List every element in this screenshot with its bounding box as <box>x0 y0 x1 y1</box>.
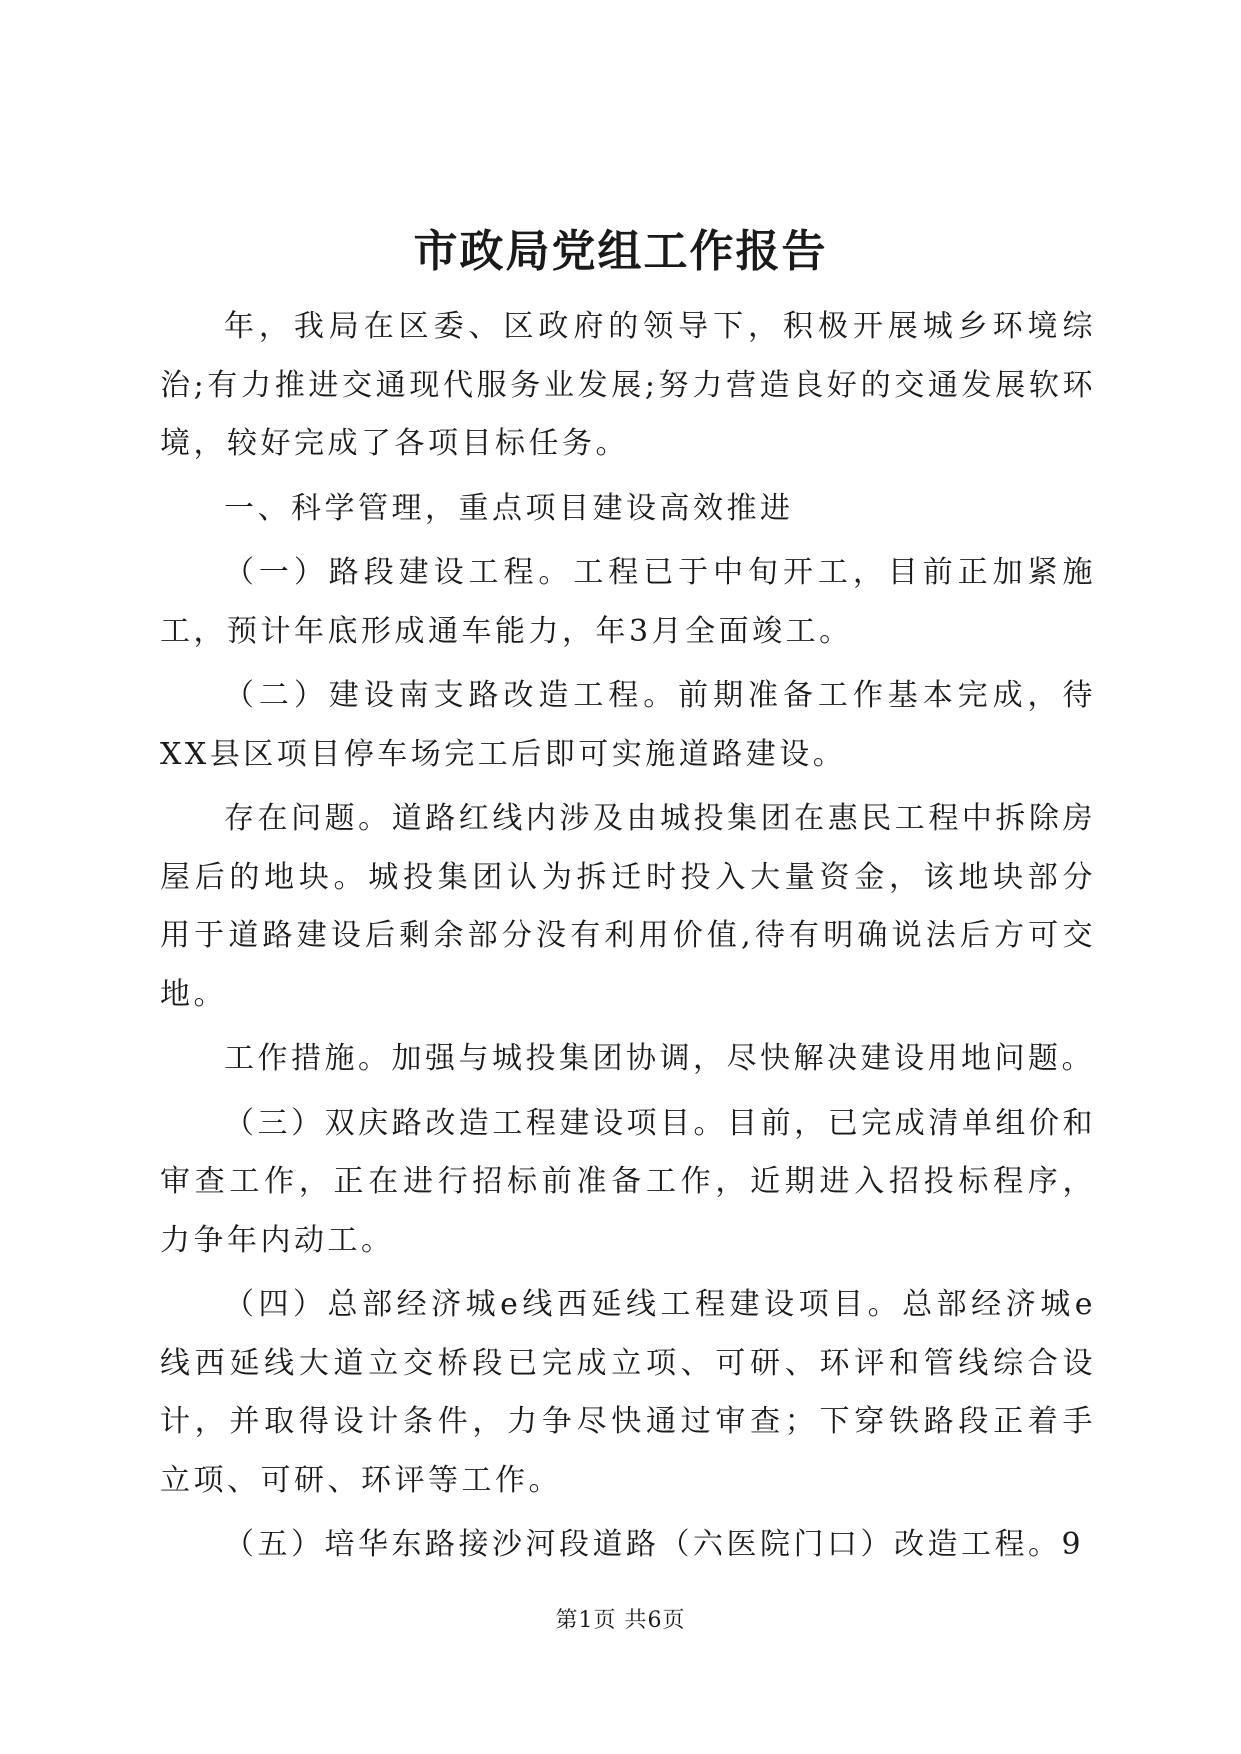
paragraph-item-3: （三）双庆路改造工程建设项目。目前，已完成清单组价和审查工作，正在进行招标前准备工作，近期进入招投标程序，力争年内动工。 <box>160 1105 1096 1258</box>
paragraph-item-1: （一）路段建设工程。工程已于中旬开工，目前正加紧施工，预计年底形成通车能力，年3月全面竣工。 <box>160 555 1096 649</box>
paragraph-problems: 存在问题。道路红线内涉及由城投集团在惠民工程中拆除房屋后的地块。城投集团认为拆迁时投入大量资金，该地块部分用于道路建设后剩余部分没有利用价值,待有明确说法后方可交地。 <box>160 801 1096 1012</box>
document-title: 市政局党组工作报告 <box>413 226 828 277</box>
section-heading-1: 一、科学管理，重点项目建设高效推进 <box>224 490 794 526</box>
paragraph-item-4: （四）总部经济城e线西延线工程建设项目。总部经济城e线西延线大道立交桥段已完成立项、可研、环评和管线综合设计，并取得设计条件，力争尽快通过审查；下穿铁路段正着手立项、可研、环评等工作。 <box>160 1287 1096 1498</box>
paragraph-item-5: （五）培华东路接沙河段道路（六医院门口）改造工程。9 <box>224 1527 1085 1562</box>
paragraph-measures: 工作措施。加强与城投集团协调，尽快解决建设用地问题。 <box>224 1041 1095 1076</box>
document-body <box>160 298 1096 1575</box>
paragraph-item-2: （二）建设南支路改造工程。前期准备工作基本完成，待XX县区项目停车场完工后即可实施道路建设。 <box>160 678 1096 772</box>
page-number-footer: 第1页 共6页 <box>555 1608 686 1633</box>
paragraph-intro: 年，我局在区委、区政府的领导下，积极开展城乡环境综治;有力推进交通现代服务业发展;努力营造良好的交通发展软环境，较好完成了各项目标任务。 <box>160 309 1096 461</box>
